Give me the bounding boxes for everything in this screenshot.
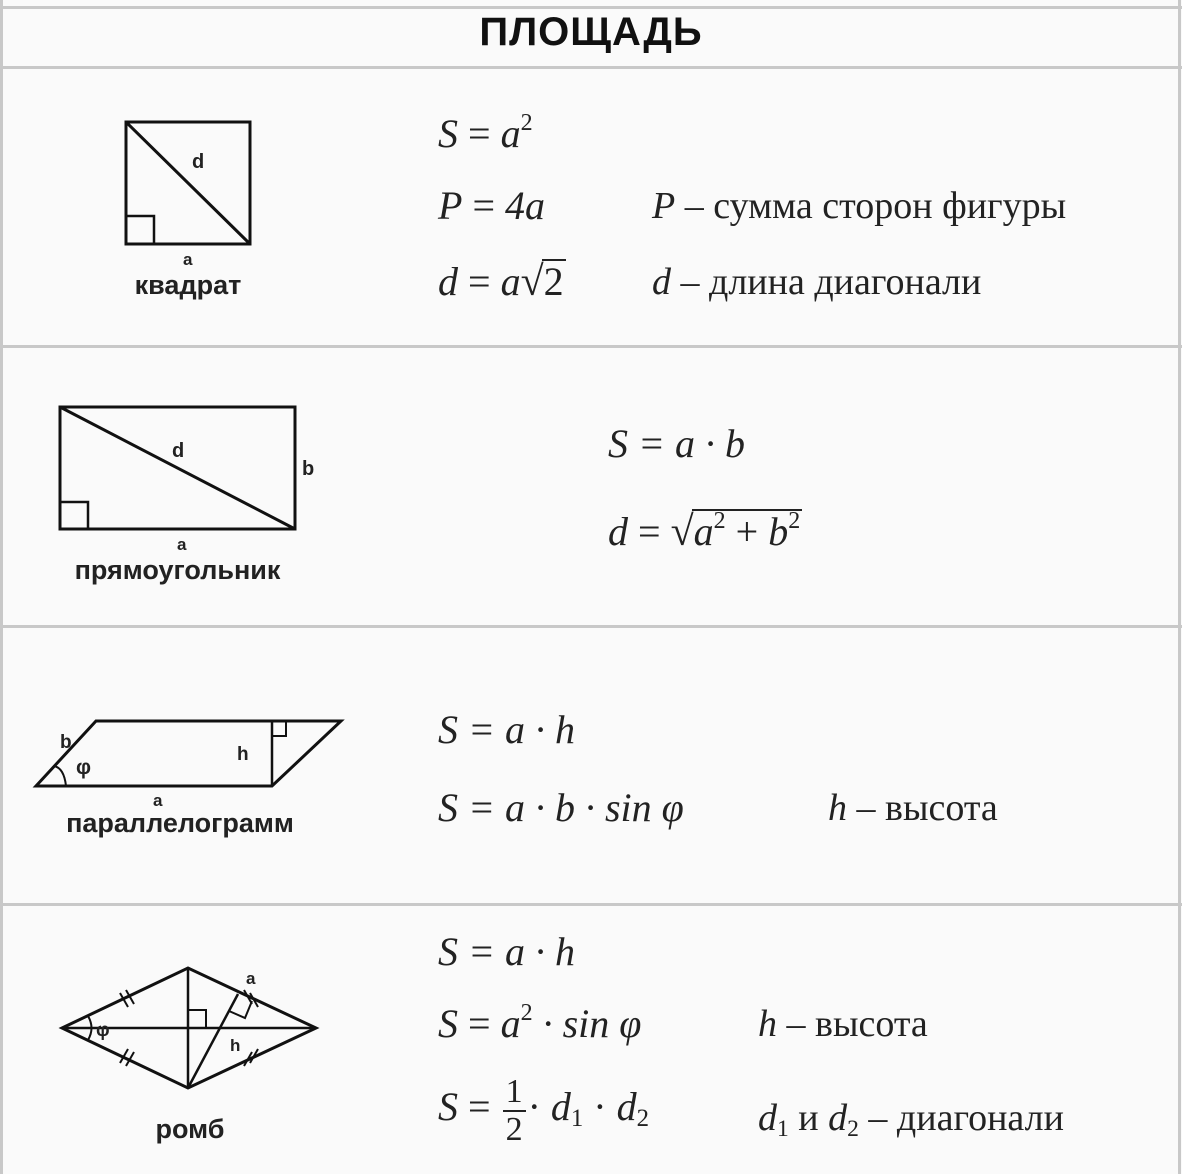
label-phi: φ <box>96 1020 110 1041</box>
formula-area-diagonals: S = $\frac{1}{2}$ · $d_1 \cdot d_2$ <box>438 1073 650 1148</box>
formula-area-height: S = a · h <box>438 707 575 752</box>
figure-caption: прямоугольник <box>74 555 281 585</box>
label-phi: φ <box>76 756 92 779</box>
rectangle-diagonal <box>60 407 295 529</box>
angle-arc <box>54 766 66 786</box>
label-b: b <box>302 458 315 480</box>
right-angle-mark <box>272 721 286 736</box>
formula-area-height: S = a · h <box>438 929 575 974</box>
note-height: h – высота <box>828 787 998 829</box>
right-angle-mark <box>126 216 154 244</box>
note-diagonals: $d_1$ и $d_2$ – диагонали <box>758 1097 1064 1142</box>
note-height: h – высота <box>758 1003 928 1045</box>
header-divider <box>0 66 1182 69</box>
formula-perimeter: P = 4a <box>438 183 545 228</box>
table-border-top <box>0 6 1182 9</box>
page-title: ПЛОЩАДЬ <box>479 10 703 54</box>
row-divider <box>0 903 1182 906</box>
label-a: a <box>246 969 256 988</box>
formula-area: $S = a^2$ <box>438 110 533 156</box>
label-d: d <box>192 151 205 173</box>
formula-diagonal: $d = √a^2 + b^2$ <box>608 508 801 555</box>
square-diagonal <box>126 122 250 244</box>
label-a: a <box>177 535 187 554</box>
table-border-right <box>1178 0 1181 1174</box>
label-a: a <box>183 250 193 269</box>
row-divider <box>0 345 1182 348</box>
note-diagonal: d – длина диагонали <box>652 261 982 303</box>
figure-caption: параллелограмм <box>66 808 294 838</box>
formula-area: S = a · b <box>608 421 745 466</box>
right-angle-mark <box>188 1010 206 1028</box>
right-angle-mark <box>60 502 88 529</box>
note-perimeter: P – сумма сторон фигуры <box>652 185 1067 227</box>
label-b: b <box>60 732 72 753</box>
formula-diagonal: d = a√2 <box>438 259 564 305</box>
row-divider <box>0 625 1182 628</box>
label-h: h <box>237 744 249 765</box>
label-h: h <box>230 1036 241 1055</box>
figure-caption: ромб <box>155 1114 225 1144</box>
formula-area-sine: S = a · b · sin φ <box>438 785 684 830</box>
figure-caption: квадрат <box>134 270 242 300</box>
label-a: a <box>153 791 163 810</box>
formula-area-sine: $S = a^2 \cdot \sin \varphi$ <box>438 1000 642 1046</box>
label-d: d <box>172 440 185 462</box>
table-border-left <box>0 0 3 1174</box>
